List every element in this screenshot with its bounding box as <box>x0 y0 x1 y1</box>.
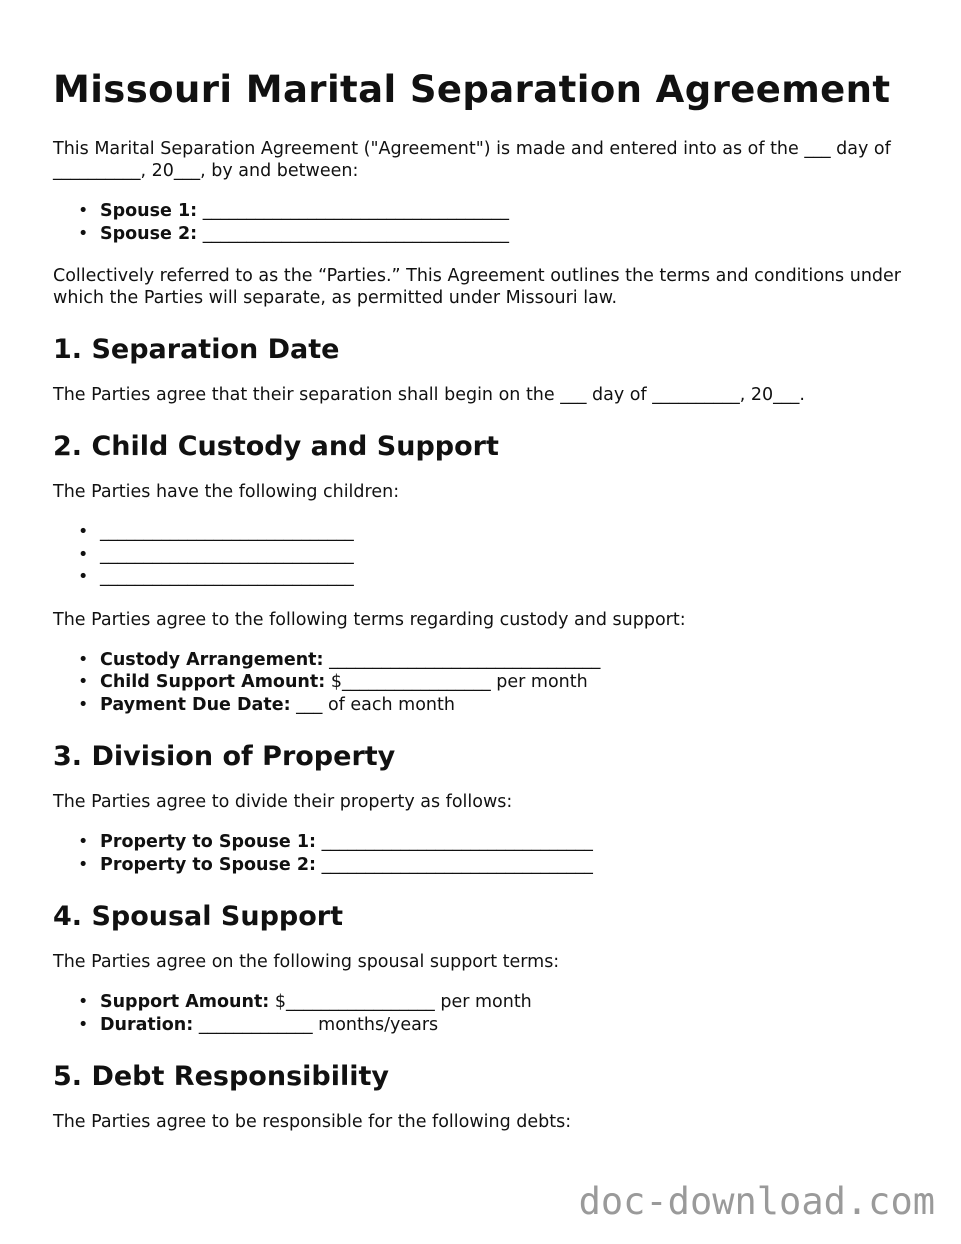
child-blank[interactable]: • _____________________________ <box>100 521 923 544</box>
list-item <box>100 831 923 854</box>
list-item <box>100 1014 923 1037</box>
collective-paragraph: Collectively referred to as the “Parties.” This Agreement outlines the terms and conditions under which the Parties will separate, as permitted under Missouri law. <box>53 266 901 308</box>
section-heading-debt: 5. Debt Responsibility <box>53 1061 389 1092</box>
list-item <box>100 649 923 672</box>
list-item <box>100 671 923 694</box>
child-blank[interactable]: • _____________________________ <box>100 544 923 567</box>
property-spouse-1-blank[interactable]: _______________________________ <box>321 832 593 852</box>
spouse-2-label: Spouse 2: <box>100 223 198 244</box>
property-spouse-1-label: Property to Spouse 1: <box>100 832 317 852</box>
spouse-1-blank[interactable]: ___________________________________ <box>202 201 509 221</box>
children-intro: The Parties have the following children: <box>53 482 400 502</box>
list-item <box>100 991 923 1014</box>
child-blank[interactable]: • _____________________________ <box>100 566 923 589</box>
children-list <box>53 521 923 589</box>
separation-paragraph: The Parties agree that their separation shall begin on the ___ day of __________, 20___. <box>53 385 805 405</box>
duration-blank[interactable]: _____________ months/years <box>198 1014 439 1035</box>
duration-label: Duration: <box>100 1014 194 1035</box>
custody-terms-intro: The Parties agree to the following terms regarding custody and support: <box>53 609 686 630</box>
document-title: Missouri Marital Separation Agreement <box>53 68 891 111</box>
section-heading-separation: 1. Separation Date <box>53 334 340 365</box>
custody-terms-list <box>53 649 923 717</box>
child-support-amount-blank[interactable]: $_________________ per month <box>330 672 588 692</box>
payment-due-date-blank[interactable]: ___ of each month <box>296 694 455 715</box>
property-spouse-2-label: Property to Spouse 2: <box>100 854 317 875</box>
child-support-amount-label: Child Support Amount: <box>100 672 326 692</box>
spouse-2-blank[interactable]: ___________________________________ <box>202 223 509 244</box>
spousal-list <box>53 991 923 1036</box>
watermark: doc-download.com <box>578 1180 935 1223</box>
section-heading-custody: 2. Child Custody and Support <box>53 431 499 462</box>
support-amount-blank[interactable]: $_________________ per month <box>274 992 532 1012</box>
section-heading-property: 3. Division of Property <box>53 741 396 772</box>
property-list <box>53 831 923 876</box>
intro-paragraph: This Marital Separation Agreement ("Agreement") is made and entered into as of the ___ day of __________, 20___, by and between: <box>53 139 891 181</box>
custody-arrangement-blank[interactable]: _______________________________ <box>329 649 601 670</box>
spouse-list <box>53 200 923 245</box>
list-item <box>100 694 923 717</box>
list-item <box>100 854 923 877</box>
section-heading-spousal: 4. Spousal Support <box>53 901 344 932</box>
property-spouse-2-blank[interactable]: _______________________________ <box>321 854 593 875</box>
debt-paragraph: The Parties agree to be responsible for the following debts: <box>53 1112 572 1132</box>
payment-due-date-label: Payment Due Date: <box>100 694 291 715</box>
support-amount-label: Support Amount: <box>100 992 270 1012</box>
spousal-paragraph: The Parties agree on the following spousal support terms: <box>53 952 560 972</box>
spouse-1-label: Spouse 1: <box>100 201 198 221</box>
property-paragraph: The Parties agree to divide their property as follows: <box>53 792 513 812</box>
document-page <box>53 66 923 1151</box>
list-item <box>100 223 923 246</box>
list-item <box>100 200 923 223</box>
custody-arrangement-label: Custody Arrangement: <box>100 649 324 670</box>
